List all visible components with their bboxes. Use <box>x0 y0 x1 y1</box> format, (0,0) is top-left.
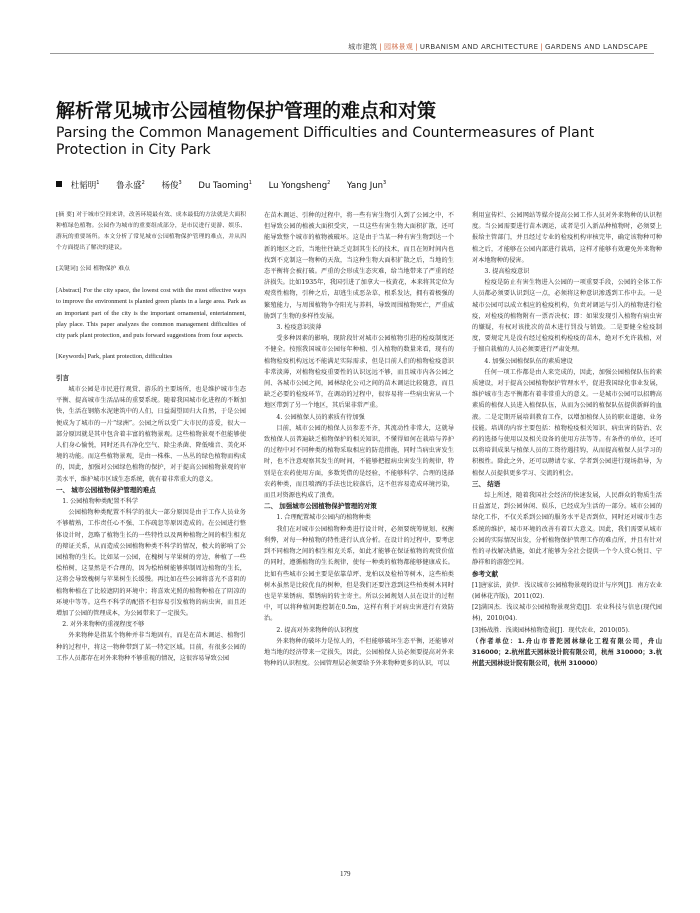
author-affiliation: （作者单位：1.舟山市普陀园林绿化工程有限公司，舟山 316000；2.杭州蓝天园林设计院有限公司，杭州 310000；3.杭州蓝天园林设计院有限公司，杭州 310000） <box>472 637 662 668</box>
abstract-en: [Abstract] For the city space, the lowest cost with the most effective ways to improve the environment is planted green plants in a large area. Park as an important part of the city is the important ornamental, entertainment, play place. This paper analyzes the common management difficulties of city park plant protection, and puts forward suggestions from four aspects. <box>56 287 246 340</box>
paragraph: 受多种因素的影响，现阶段针对城市公园植物引进的检疫制度还不健全。按照我国城市公园每年种植、引入植物的数量来看，现有的植物检疫机构远远不能满足实际需求，但是目前人们的植物检疫意识非常淡薄，对植物检疫重要性的认识远远不够，而且城市内各公园之间、各城市公园之间，园林绿化公司之间的苗木调运比较随意，而且缺乏必要的检疫环节，在调动的过程中，很容易将一些病虫害从一个地区带到了另一个地区，其后果非常严重。 <box>264 335 454 410</box>
paragraph: 检疫是防止有害生物进入公园的一项重要手段，公园的全体工作人员都必须要认识到这一点，必须将这种意识渗透到工作中去。一是城市公园可以成立相应的检疫机构，负责对调运与引入的植物进行检疫，对检疫的植物附有一票否决权；即：如果发现引入植物有病虫害的嫌疑，有权对该批次的苗木进行罚没与销毁。二是要健全检疫制度，要规定凡是没有经过检疫机构检疫的苗木，绝对不允许栽植，对于擅自栽植的人员必须要进行严肃处理。 <box>472 279 662 354</box>
section-heading: 一、 城市公园植物保护管理的难点 <box>56 485 156 494</box>
title-english: Parsing the Common Management Difficulties and Countermeasures of Plant Protection in City Park <box>56 125 595 158</box>
section-heading: 二、 加强城市公园植物保护管理的对策 <box>264 502 377 511</box>
subsection-heading: 2. 对外来物种的重视程度不够 <box>62 621 145 629</box>
paragraph: 外来物种是指某个物种并非当地固有，而是在苗木调运、植物引种的过程中，将这一物种带到了某一特定区域。目前，有很多公园的工作人员都存在对外来物种不够重视的情况，这很容易导致公园 <box>56 632 246 662</box>
paragraph: 综上所述，随着我国社会经济的快速发展，人民群众的物质生活日益富足，到公园休闲、娱乐，已经成为生活的一部分。城市公园的绿化工作，不仅关系到公园的服务水平是否到位，同时还对城市生态系统的维护，城市环境的改善有着巨大意义。因此，我们需要从城市公园的实际情况出发，分析植物保护管理工作的难点所，并且有针对性的寻找解决措施，如此才能够为全社会提供一个令人赏心悦目、宁静祥和的游憩空间。 <box>472 492 662 567</box>
subsection-heading: 2. 提高对外来物种的认识程度 <box>276 626 359 634</box>
abstract-cn: [摘 要] 对于城市空间来讲，改善环境最有效、成本最低的方法就是大面积种植绿色植物。公园作为城市的重要组成部分，是市民进行更游、娱乐、游玩的重要场所。本文分析了常见城市公园植物保护管理的难点，并从四个方面提出了解决的建议。 <box>56 212 246 251</box>
author: 杜韬明$^1$ <box>70 180 100 191</box>
column-1 <box>56 210 246 664</box>
author: Yang Jun$^3$ <box>347 180 387 191</box>
subsection-heading: 4. 公园植保人员的素质有待加强 <box>276 413 365 421</box>
author: 鲁永盛$^2$ <box>116 180 145 191</box>
column-3 <box>472 210 662 669</box>
reference-item: [1]唐家法，黄伊．浅议城市公园植物景观的设计与序列[J]．南方农业(园林花卉版)，2011(02)． <box>472 581 662 600</box>
subsection-heading: 3. 提高检疫意识 <box>484 268 530 276</box>
paragraph: 利用宣传栏、公园网站等媒介提高公园工作人员对外来物种的认识程度。当公园需要进行苗木调运，或者是引入新品种植物时，必须要上报给主管部门，并且经过专业的检疫机构审核完毕，确定该物种可种植之后，才能够在公园内部进行栽培，这样才能够有效避免外来物种对本地物种的侵害。 <box>472 212 662 264</box>
reference-item: [3]杨战胜．浅谈园林植物造景[J]．现代农业，2010(05)． <box>472 626 635 634</box>
author: Lu Yongsheng$^2$ <box>268 180 331 191</box>
paragraph: 外来物种的破坏力是惊人的，不但能够破坏生态平衡，还能够对地当地的经济带来一定损失，因此，公园植保人员必须要提高对外来物种的认识程度。公园管理层必须要给予外来物种更多的认识，可以 <box>264 637 454 668</box>
page-number: 179 <box>340 870 351 878</box>
paragraph: 任何一项工作都是由人来完成的，因此，加强公园植保队伍的素质建设，对于提高公园植物保护管理水平，促进我国绿化事业发展，维护城市生态平衡都有着非常重大的意义。一是城市公园可以招聘高素质的植保人员进入植保队伍，从而为公园的植保队伍提供新鲜的血液。二是定期开展培训教育工作，以增加植保人员的职业道德、业务技能。培训的内容主要包括：植物检疫相关知识、病虫害的防治、农药的选择与使用以及相关设备的使用方法等等。有条件的单位，还可以将培训成果与植保人员的工资待遇挂钩，从而提高植保人员学习的积极性。除此之外，还可以聘请专家、学者到公园进行现场指导，为植保人员提供更多学习、交流的机会。 <box>472 368 662 477</box>
reference-item: [2]满国杰．浅议城市公园植物景观营造[J]．农业科技与信息(现代园林)，2010(04)． <box>472 604 662 623</box>
paragraph: 在苗木调运、引种的过程中，将一些有害生物引入到了公园之中，不但导致公园的植被大面积受灾，一旦这些有害生物大面积扩散，还可能导致整个城市的植物被破坏。这是由于当某一种有害生物到达一个新的地区之后，当地往往缺乏克制其生长的技术，而且在短时间内也找到不克制这一物种的天敌，当这种生物大面积扩散之后，当地的生态平衡将会被打破。严重的会形成生态灾难，给当地带来了严重的经济损失。比如1935年，我国引进了加拿大一枝黄花，本来将其定位为观赏性植物，引种之后，却逃生成恶杂草，根系发达，拥有着极强的繁殖能力，与周围植物争夺阳光与养料，导致周围植物死亡，严重威胁到了生物的多样性发展。 <box>264 212 454 320</box>
header-rule <box>50 53 654 54</box>
paragraph: 公园植物种类配置不科学的很大一部分原因是由于工作人员业务不够精熟，工作责任心不强、工作疏忽等原因造成的。在公园进行整体设计时，忽略了植物生长的一些特性以及两种植物之间的相生相克的辩证关系，从而造成公园植物种类不科学的情况，极大的影响了公园植物的生长。比如某一公园，在槐树与苹果树的旁边，种植了一些桧柏树，这显然是不合理的，因为桧柏树能够抑制周边植物的生长，这将会导致槐树与苹果树生长缓慢。再比如在些公园将喜光不喜阴的植物种植在了比较遮阴的环境中；将喜欢光照的植物种植在了阴凉的环境中等等。这些不科学的配搭不但容易引发植物的病虫害，而且还增加了公园的管理成本，为公园带来了一定损失。 <box>56 509 246 618</box>
paragraph: 城市公园是市民进行观赏、游乐的主要场所，也是维护城市生态平衡、提高城市生活品味的重要系统。随着我国城市化进程的不断加快，生活在钢筋水泥建筑中的人们，日益渴望回归大自然，于是公园便成为了城市的一片“绿洲”。公园之所以受广大市民的喜爱，很大一部分原因就是其中包含着丰富的植物景观。这些植物景观不但能够使人们身心愉悦，同时还具有净化空气、除尘杀菌、降低噪音、美化环境的功能。而这些植物景观，是由一株株、一丛丛的绿色植物而构成的，因此，加强对公园绿色植物的保护，对于提高公园植物景观的审美水平，维护城市区域生态系统，就有着非常重大的意义。 <box>56 385 246 483</box>
section-heading: 三、 结语 <box>472 479 501 488</box>
keywords-cn: [关键词] 公园 植物保护 难点 <box>56 266 130 272</box>
running-header: 城市建筑 | 园林景观 | URBANISM AND ARCHITECTURE | GARDENS AND LANDSCAPE <box>348 43 648 51</box>
header-en2: GARDENS AND LANDSCAPE <box>545 43 648 51</box>
column-2 <box>264 210 454 669</box>
subsection-heading: 1. 公园植物种类配置不科学 <box>62 498 139 506</box>
keywords-en: [Keywords] Park, plant protection, difficulties <box>56 353 173 361</box>
references-heading: 参考文献 <box>472 569 498 578</box>
author: 杨俊$^3$ <box>161 180 182 191</box>
author: Du Taoming$^1$ <box>198 180 252 191</box>
subsection-heading: 4. 加强公园植保队伍的素质建设 <box>484 357 573 365</box>
subsection-heading: 3. 检疫意识淡薄 <box>276 324 322 332</box>
author-list <box>56 179 400 191</box>
subsection-heading: 1. 合理配置城市公园内的植物种类 <box>276 514 371 522</box>
title-chinese: 解析常见城市公园植物保护管理的难点和对策 <box>56 100 437 122</box>
header-cn2: 园林景观 <box>383 43 414 51</box>
author-bullet-icon <box>56 181 62 187</box>
header-cn1: 城市建筑 <box>348 43 378 51</box>
paragraph: 目前，城市公园的植保人员参差不齐，其流动性非常大，这就导致植保人员普遍缺乏植物保护的相关知识，不懂得如何在栽培与养护的过程中对不同种类的植物采取相应的防范措施，同时当病虫害发生时，也不注意观察其发生的时间，不能够把握病虫害发生的规律，特别是在农药使用方面，多数凭借的是经验，不能够科学、合理的选择农药种类，而且喷洒的手法也比较落后，这不但容易造成环境污染，而且对资源也构成了浪费。 <box>264 424 454 500</box>
paragraph: 我们在对城市公园植物种类进行设计时，必须要统筹规划、权衡利弊，对每一种植物的特性进行认真分析。在设计的过程中，要考虑到不同植物之间的相生相克关系，如此才能够在保证植物的观赏价值的同时，遵循植物的生长规律，使每一种类的植物都能够健康成长。比如有些城市公园主要是依靠草坪、龙柏以及检柏等树木，这些柏类树木虽然是比较优良的树种，但是我们还要注意到这些柏类树木同时也是苹果锈病、梨锈病的转主寄主。所以公园规划人员在设计的过程中，可以将种植间距控制在0.5m，这样有利于对病虫害进行有效防治。 <box>264 525 454 623</box>
section-heading: 引言 <box>56 373 69 382</box>
header-en1: URBANISM AND ARCHITECTURE <box>419 43 539 51</box>
